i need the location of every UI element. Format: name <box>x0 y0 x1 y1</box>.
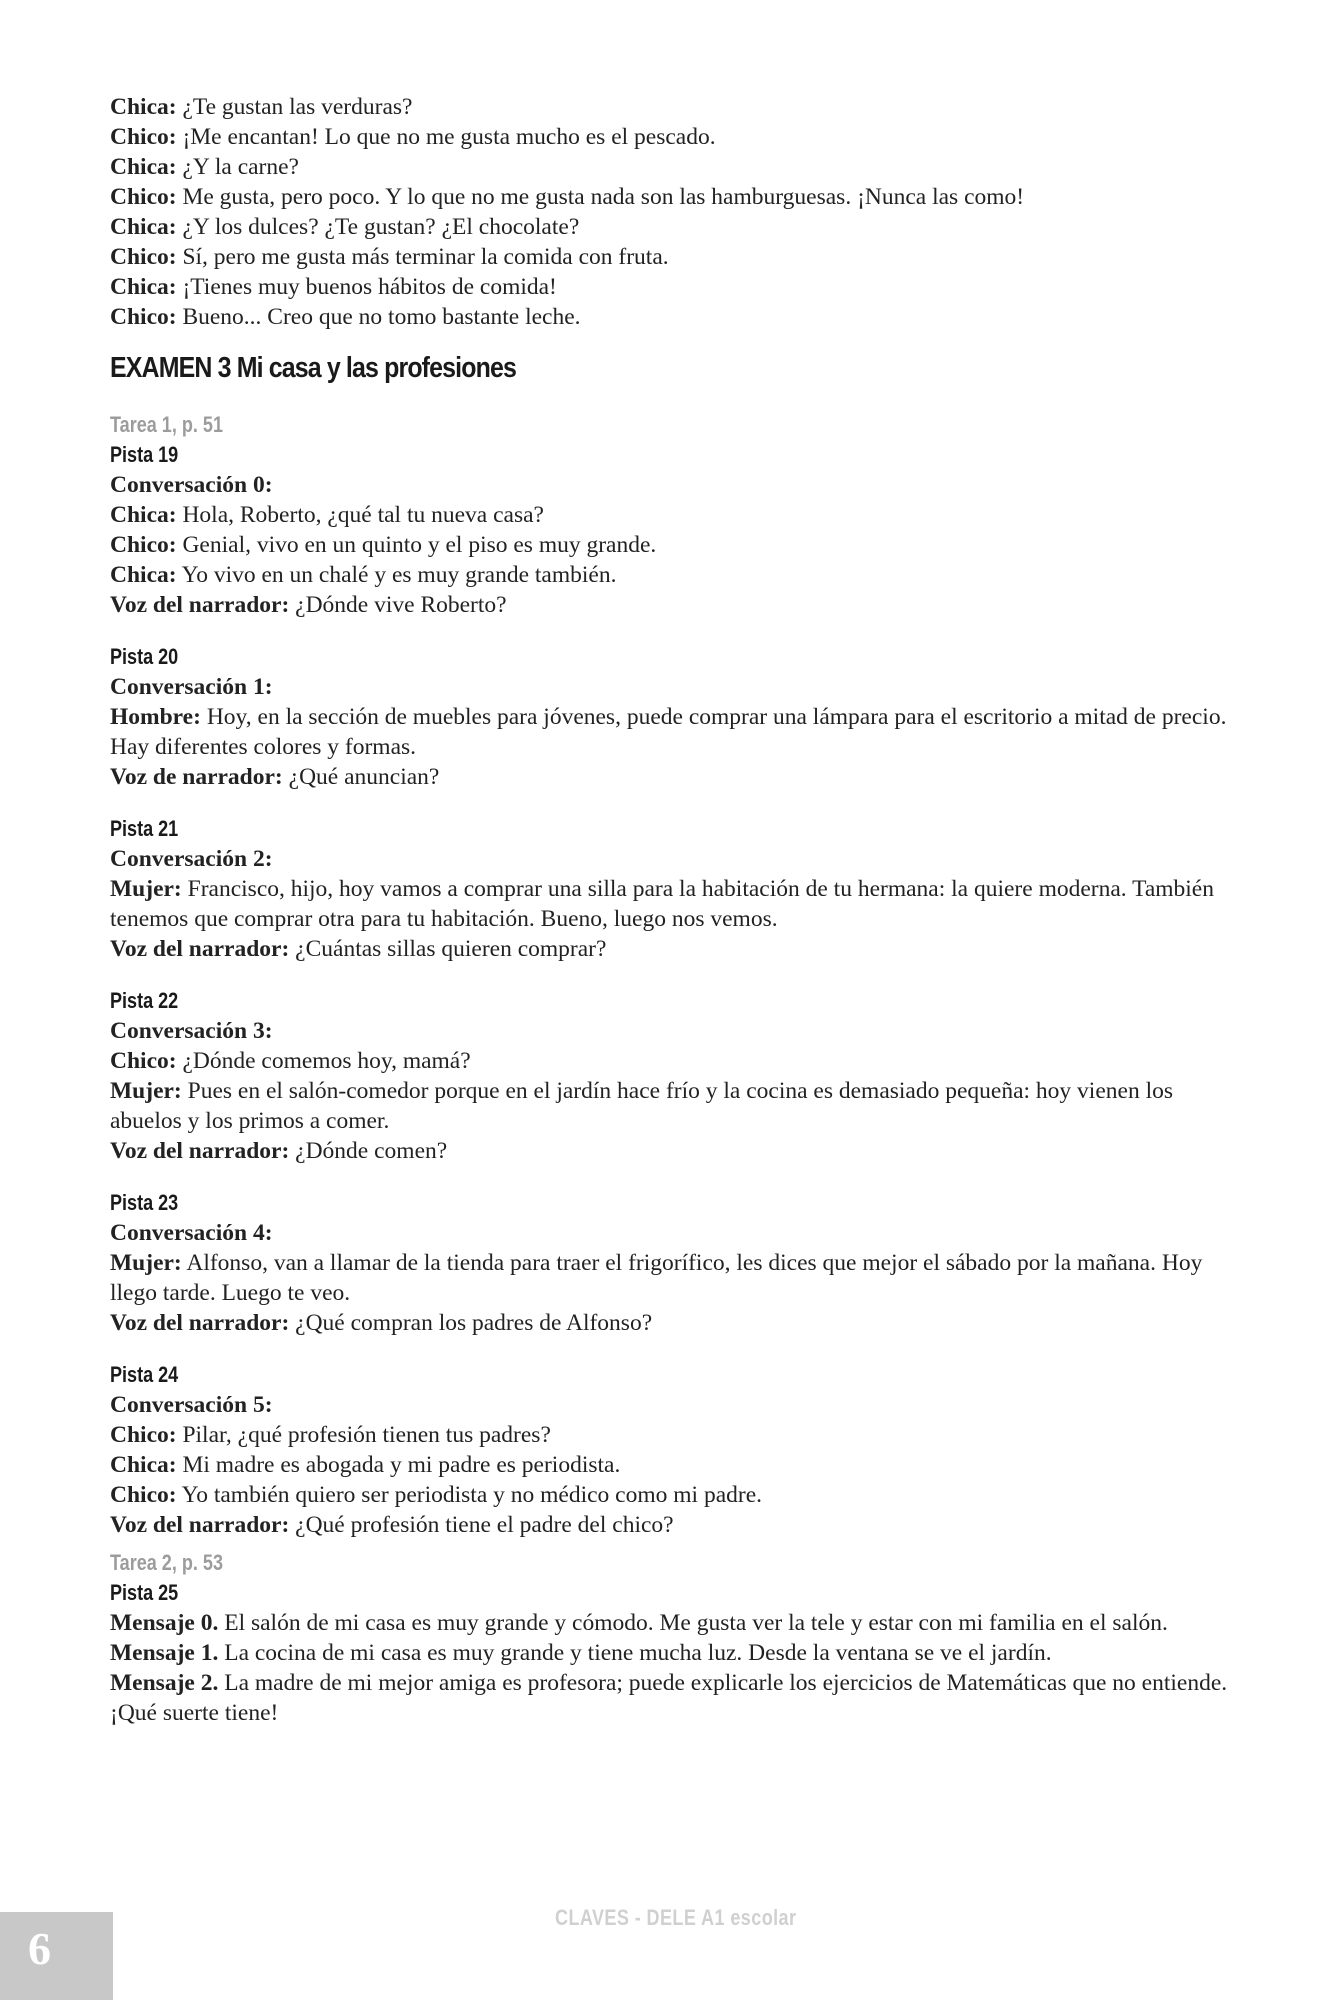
dialogue-line: Chico: Bueno... Creo que no tomo bastante leche. <box>110 304 581 330</box>
dialogue-line: Chico: Me gusta, pero poco. Y lo que no me gusta nada son las hamburguesas. ¡Nunca las como! <box>110 184 1025 210</box>
page-content <box>110 92 1245 1728</box>
message-line: Mensaje 1. La cocina de mi casa es muy grande y tiene mucha luz. Desde la ventana se ve el jardín. <box>110 1640 1052 1666</box>
dialogue-line: Chica: ¿Y los dulces? ¿Te gustan? ¿El chocolate? <box>110 214 580 240</box>
track-section <box>110 986 1245 1166</box>
dialogue-line: Voz del narrador: ¿Qué profesión tiene el padre del chico? <box>110 1512 674 1538</box>
dialogue-line: Chico: Pilar, ¿qué profesión tienen tus padres? <box>110 1422 551 1448</box>
dialogue-line: Chica: ¡Tienes muy buenos hábitos de comida! <box>110 274 557 300</box>
dialogue-line: Voz de narrador: ¿Qué anuncian? <box>110 764 440 790</box>
track-label: Pista 19 <box>110 442 179 467</box>
tarea-heading: Tarea 1, p. 51 <box>110 412 223 437</box>
track-label: Pista 22 <box>110 988 179 1013</box>
dialogue-line: Chico: Sí, pero me gusta más terminar la comida con fruta. <box>110 244 669 270</box>
dialogue-line: Voz del narrador: ¿Qué compran los padres de Alfonso? <box>110 1310 653 1336</box>
dialogue-line: Chica: ¿Te gustan las verduras? <box>110 94 413 120</box>
dialogue-line: Chico: Yo también quiero ser periodista y no médico como mi padre. <box>110 1482 763 1508</box>
conversation-label: Conversación 5: <box>110 1392 273 1418</box>
dialogue-line: Chica: ¿Y la carne? <box>110 154 299 180</box>
dialogue-line: Chico: ¿Dónde comemos hoy, mamá? <box>110 1048 471 1074</box>
intro-dialogue <box>110 92 1245 332</box>
exam-heading: EXAMEN 3 Mi casa y las profesiones <box>110 352 517 384</box>
dialogue-line: Hombre: Hoy, en la sección de muebles para jóvenes, puede comprar una lámpara para el escritorio a mitad de precio. Hay diferentes colores y formas. <box>110 704 1227 760</box>
dialogue-line: Chica: Mi madre es abogada y mi padre es periodista. <box>110 1452 621 1478</box>
message-line: Mensaje 2. La madre de mi mejor amiga es profesora; puede explicarle los ejercicios de Matemáticas que no entiende. ¡Qué suerte tiene! <box>110 1670 1228 1726</box>
dialogue-line: Mujer: Francisco, hijo, hoy vamos a comprar una silla para la habitación de tu hermana: la quiere moderna. También tenemos que comprar otra para tu habitación. Bueno, luego nos vemos. <box>110 876 1214 932</box>
track-section <box>110 440 1245 620</box>
track-label: Pista 23 <box>110 1190 179 1215</box>
dialogue-line: Voz del narrador: ¿Cuántas sillas quieren comprar? <box>110 936 607 962</box>
track-section <box>110 642 1245 792</box>
track-section <box>110 1578 1245 1728</box>
running-footer: CLAVES - DELE A1 escolar <box>555 1905 797 1930</box>
page-number: 6 <box>28 1923 51 1974</box>
dialogue-line: Mujer: Alfonso, van a llamar de la tienda para traer el frigorífico, les dices que mejor el sábado por la mañana. Hoy llego tarde. Luego te veo. <box>110 1250 1203 1306</box>
conversation-label: Conversación 4: <box>110 1220 273 1246</box>
track-section <box>110 1188 1245 1338</box>
track-label: Pista 20 <box>110 644 179 669</box>
track-label: Pista 24 <box>110 1362 179 1387</box>
dialogue-line: Voz del narrador: ¿Dónde comen? <box>110 1138 448 1164</box>
dialogue-line: Voz del narrador: ¿Dónde vive Roberto? <box>110 592 507 618</box>
page-number-box <box>0 1912 113 2000</box>
tarea-heading: Tarea 2, p. 53 <box>110 1550 223 1575</box>
conversation-label: Conversación 1: <box>110 674 273 700</box>
conversation-label: Conversación 2: <box>110 846 273 872</box>
dialogue-line: Chico: ¡Me encantan! Lo que no me gusta mucho es el pescado. <box>110 124 716 150</box>
dialogue-line: Chico: Genial, vivo en un quinto y el piso es muy grande. <box>110 532 657 558</box>
conversation-label: Conversación 3: <box>110 1018 273 1044</box>
dialogue-line: Chica: Yo vivo en un chalé y es muy grande también. <box>110 562 617 588</box>
dialogue-line: Mujer: Pues en el salón-comedor porque en el jardín hace frío y la cocina es demasiado pequeña: hoy vienen los abuelos y los primos a comer. <box>110 1078 1173 1134</box>
dialogue-line: Chica: Hola, Roberto, ¿qué tal tu nueva casa? <box>110 502 544 528</box>
track-label: Pista 25 <box>110 1580 179 1605</box>
track-section <box>110 814 1245 964</box>
conversation-label: Conversación 0: <box>110 472 273 498</box>
track-section <box>110 1360 1245 1540</box>
message-line: Mensaje 0. El salón de mi casa es muy grande y cómodo. Me gusta ver la tele y estar con mi familia en el salón. <box>110 1610 1168 1636</box>
track-label: Pista 21 <box>110 816 179 841</box>
